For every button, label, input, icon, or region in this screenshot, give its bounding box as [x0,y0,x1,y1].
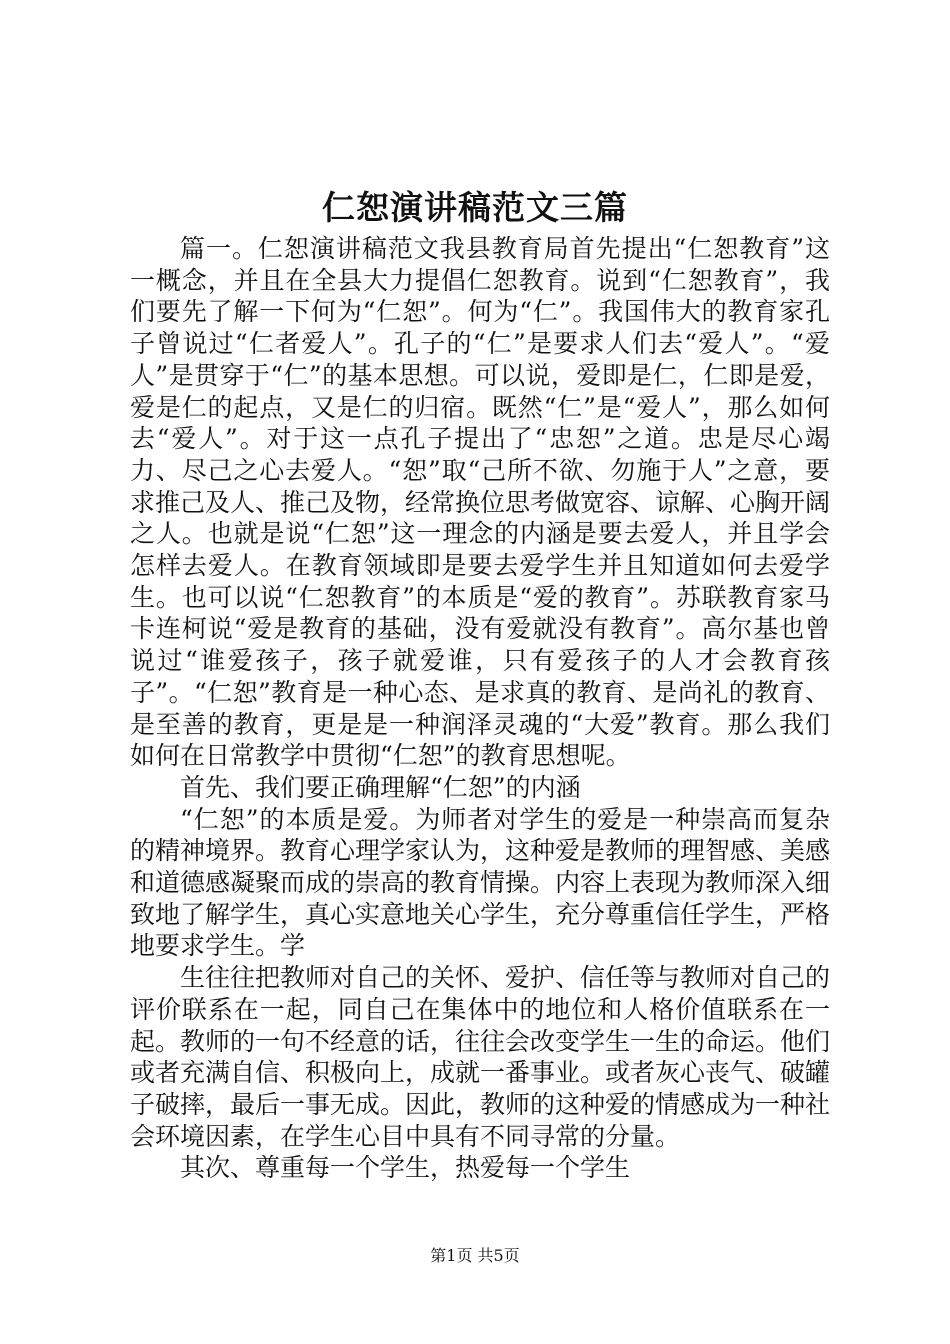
paragraph-heading-second: 其次、尊重每一个学生，热爱每一个学生 [180,1153,631,1183]
paragraph-essence-of-love: “仁恕”的本质是爱。为师者对学生的爱是一种崇高而复杂的精神境界。教育心理学家认为，这种爱是教师的理智感、美感和道德感凝聚而成的崇高的教育情操。内容上表现为教师深入细致地了解学生，真心实意地关心学生，充分尊重信任学生，严格地要求学生。学 [130,804,831,961]
page-number-footer: 第1页 共5页 [430,1246,520,1265]
document-body [130,233,830,1184]
document-title: 仁恕演讲稿范文三篇 [322,188,628,227]
paragraph-teacher-influence: 生往往把教师对自己的关怀、爱护、信任等与教师对自己的评价联系在一起，同自己在集体中的地位和人格价值联系在一起。教师的一句不经意的话，往往会改变学生一生的命运。他们或者充满自信、积极向上，成就一番事业。或者灰心丧气、破罐子破摔，最后一事无成。因此，教师的这种爱的情感成为一种社会环境因素，在学生心目中具有不同寻常的分量。 [130,963,831,1151]
paragraph-intro: 篇一。仁恕演讲稿范文我县教育局首先提出“仁恕教育”这一概念，并且在全县大力提倡仁恕教育。说到“仁恕教育”，我们要先了解一下何为“仁恕”。何为“仁”。我国伟大的教育家孔子曾说过“仁者爱人”。孔子的“仁”是要求人们去“爱人”。“爱人”是贯穿于“仁”的基本思想。可以说，爱即是仁，仁即是爱，爱是仁的起点，又是仁的归宿。既然“仁”是“爱人”，那么如何去“爱人”。对于这一点孔子提出了“忠恕”之道。忠是尽心竭力、尽己之心去爱人。“恕”取“己所不欲、勿施于人”之意，要求推己及人、推己及物，经常换位思考做宽容、谅解、心胸开阔之人。也就是说“仁恕”这一理念的内涵是要去爱人，并且学会怎样去爱人。在教育领域即是要去爱学生并且知道如何去爱学生。也可以说“仁恕教育”的本质是“爱的教育”。苏联教育家马卡连柯说“爱是教育的基础，没有爱就没有教育”。高尔基也曾说过“谁爱孩子，孩子就爱谁，只有爱孩子的人才会教育孩子”。“仁恕”教育是一种心态、是求真的教育、是尚礼的教育、是至善的教育，更是是一种润泽灵魂的“大爱”教育。那么我们如何在日常教学中贯彻“仁恕”的教育思想呢。 [130,234,831,771]
paragraph-heading-first: 首先、我们要正确理解“仁恕”的内涵 [180,772,581,802]
